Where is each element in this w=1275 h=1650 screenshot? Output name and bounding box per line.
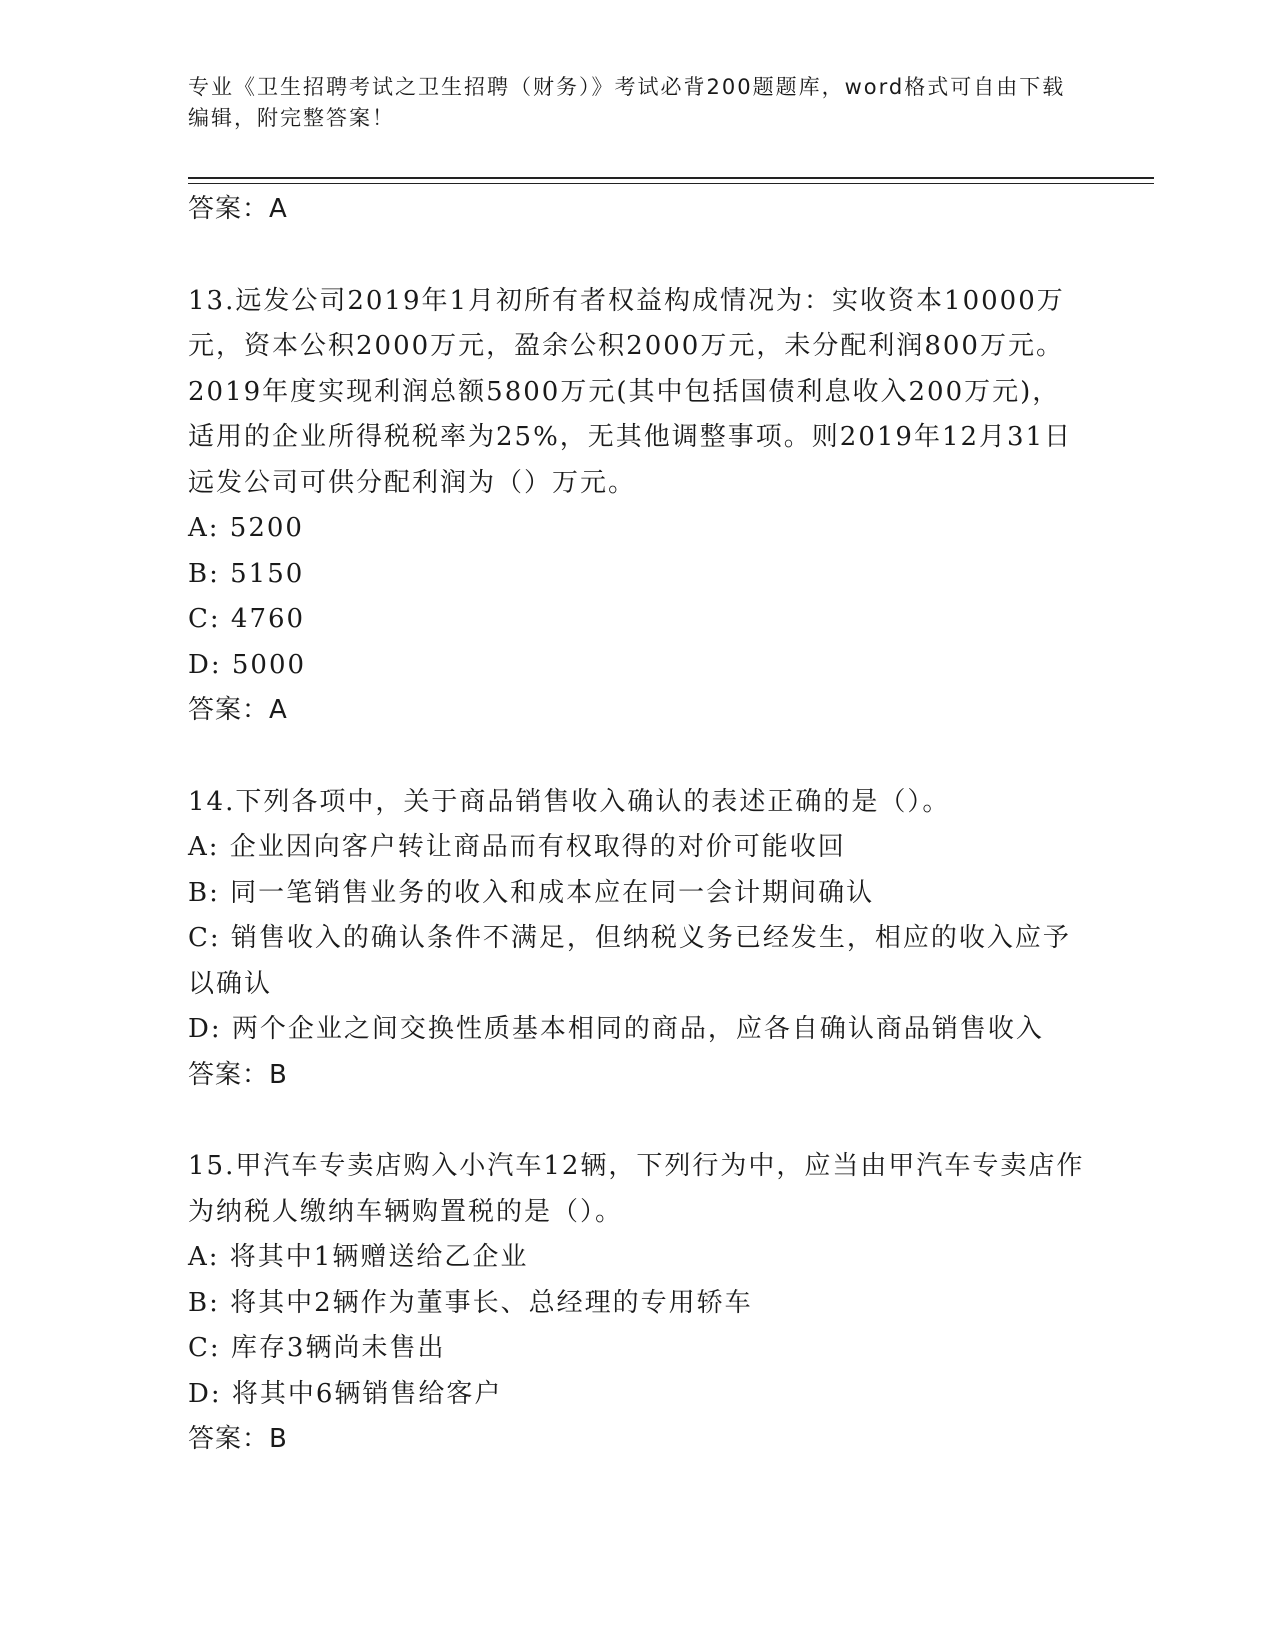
answer-line: 答案：A [188, 194, 288, 224]
option-b: B: 同一笔销售业务的收入和成本应在同一会计期间确认 [188, 877, 875, 908]
option-b: B: 将其中2辆作为董事长、总经理的专用轿车 [188, 1287, 753, 1318]
header-rule-thin [188, 183, 1154, 184]
answer-line: 答案：B [188, 1059, 288, 1090]
question-block-13 [188, 279, 1088, 734]
option-c: C: 销售收入的确认条件不满足，但纳税义务已经发生，相应的收入应予以确认 [188, 923, 1071, 999]
option-b: B: 5150 [188, 558, 305, 589]
question-block-14 [188, 780, 1088, 1099]
option-c: C: 库存3辆尚未售出 [188, 1333, 446, 1363]
question-block-15 [188, 1144, 1088, 1463]
document-body [188, 187, 1088, 1463]
option-d: D: 两个企业之间交换性质基本相同的商品，应各自确认商品销售收入 [188, 1014, 1044, 1044]
question-text: 13.远发公司2019年1月初所有者权益构成情况为：实收资本10000万元，资本公积2000万元，盈余公积2000万元，未分配利润800万元。2019年度实现利润总额5800万元(其中包括国债利息收入200万元)，适用的企业所得税税率为25%，无其他调整事项。则2019年12月31日远发公司可供分配利润为（）万元。 [188, 285, 1073, 498]
option-d: D: 5000 [188, 649, 307, 680]
question-text: 15.甲汽车专卖店购入小汽车12辆，下列行为中，应当由甲汽车专卖店作为纳税人缴纳车辆购置税的是（）。 [188, 1151, 1085, 1227]
option-a: A: 企业因向客户转让商品而有权取得的对价可能收回 [188, 832, 846, 862]
option-a: A: 将其中1辆赠送给乙企业 [188, 1242, 529, 1272]
question-text: 14.下列各项中，关于商品销售收入确认的表述正确的是（）。 [188, 786, 951, 817]
option-c: C: 4760 [188, 604, 306, 634]
option-d: D: 将其中6辆销售给客户 [188, 1378, 503, 1409]
spacer [188, 734, 1088, 780]
answer-line: 答案：B [188, 1424, 288, 1454]
answer-line: 答案：A [188, 695, 288, 725]
header-rule-thick [188, 177, 1154, 179]
spacer [188, 233, 1088, 279]
page-header: 专业《卫生招聘考试之卫生招聘（财务）》考试必背200题题库，word格式可自由下载编辑，附完整答案！ [188, 75, 1066, 130]
spacer [188, 1098, 1088, 1144]
option-a: A: 5200 [188, 513, 304, 543]
